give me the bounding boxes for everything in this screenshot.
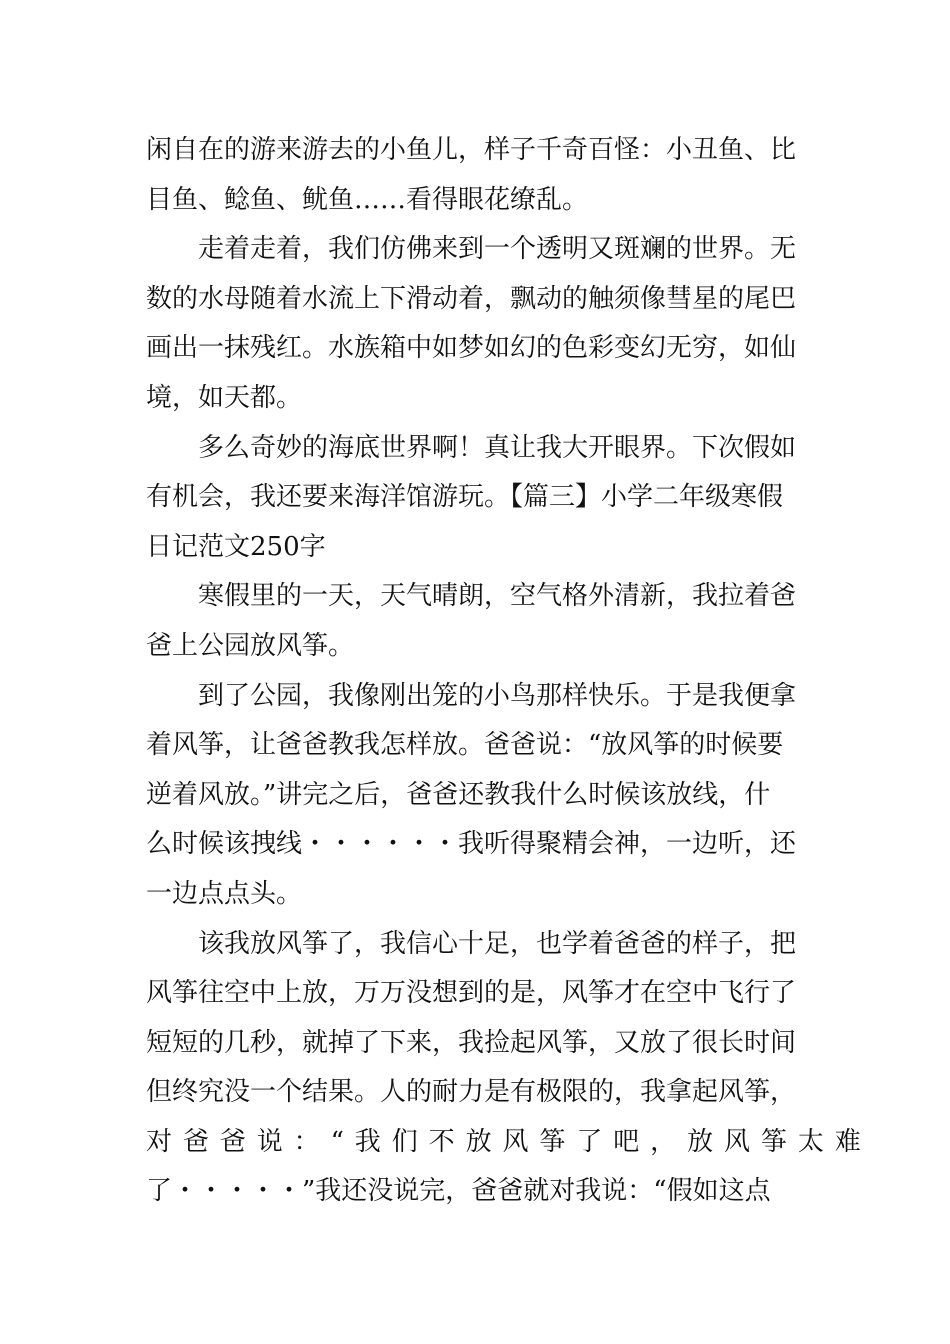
paragraph-start-line: 到了公园，我像刚出笼的小鸟那样快乐。于是我便拿 — [198, 680, 797, 711]
paragraph-start-line: 该我放风筝了，我信心十足，也学着爸爸的样子，把 — [198, 928, 797, 959]
paragraph-start-line: 走着走着，我们仿佛来到一个透明又斑斓的世界。无 — [198, 234, 797, 265]
text-line: 逆着风放。”讲完之后，爸爸还教我什么时候该放线，什 — [146, 779, 771, 810]
text-line: 一边点点头。 — [146, 878, 303, 909]
text-line: 画出一抹残红。水族箱中如梦如幻的色彩变幻无穷，如仙 — [146, 333, 797, 364]
text-line: 对爸爸说：“我们不放风筝了吧，放风筝太难 — [146, 1126, 872, 1157]
text-line: 数的水母随着水流上下滑动着，飘动的触须像彗星的尾巴 — [146, 283, 797, 314]
text-line: 目鱼、鲶鱼、鱿鱼……看得眼花缭乱。 — [146, 184, 589, 215]
text-line: 闲自在的游来游去的小鱼儿，样子千奇百怪：小丑鱼、比 — [146, 135, 797, 165]
text-line: 么时候该拽线・・・・・・我听得聚精会神，一边听，还 — [146, 829, 797, 860]
text-line: 但终究没一个结果。人的耐力是有极限的，我拿起风筝， — [146, 1077, 797, 1108]
text-line: 风筝往空中上放，万万没想到的是，风筝才在空中飞行了 — [146, 978, 797, 1009]
text-line: 了・・・・・”我还没说完，爸爸就对我说：“假如这点 — [146, 1176, 771, 1207]
text-line: 境，如天都。 — [146, 382, 303, 413]
essay-body — [146, 126, 872, 1217]
paragraph-start-line: 寒假里的一天，天气晴朗，空气格外清新，我拉着爸 — [198, 581, 797, 612]
text-line: 有机会，我还要来海洋馆游玩。【篇三】小学二年级寒假 — [146, 482, 784, 513]
paragraph-start-line: 多么奇妙的海底世界啊！真让我大开眼界。下次假如 — [198, 432, 797, 463]
text-line: 日记范文250字 — [146, 531, 326, 562]
text-line: 爸上公园放风筝。 — [146, 630, 355, 661]
text-line: 短短的几秒，就掉了下来，我捡起风筝，又放了很长时间 — [146, 1027, 797, 1058]
text-line: 着风筝，让爸爸教我怎样放。爸爸说：“放风筝的时候要 — [146, 730, 784, 761]
